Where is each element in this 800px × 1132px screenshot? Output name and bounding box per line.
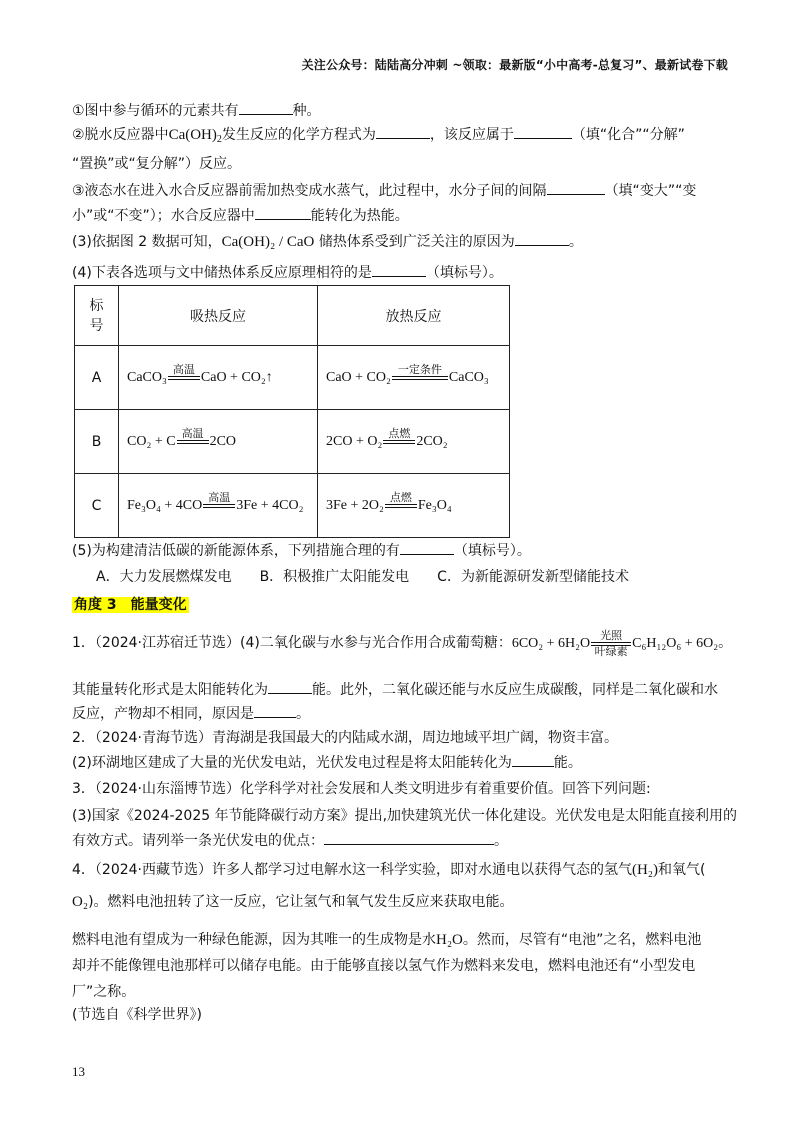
answer-blank[interactable] — [268, 681, 312, 694]
table-header-row — [75, 286, 510, 346]
table-row — [75, 474, 510, 538]
table-row — [75, 346, 510, 410]
endo-equation: CaCO₃ 高温 CaO + CO₂↑ — [119, 346, 318, 410]
s4-line-cont: O₂)。燃料电池扭转了这一反应，它让氢气和氧气发生反应来获取电能。 — [72, 894, 514, 910]
header-endo: 吸热反应 — [119, 286, 318, 346]
s4-para-line: 燃料电池有望成为一种绿色能源，因为其唯一的生成物是水H₂O。然而，尽管有“电池”之名，燃料电池 — [72, 932, 702, 948]
exo-equation: 2CO + O₂ 点燃 2CO₂ — [318, 410, 510, 474]
row-label: C — [75, 474, 119, 538]
q1-line: ①图中参与循环的元素共有 种。 — [72, 103, 321, 119]
q3-line-cont: 小”或“不变”）；水合反应器中 能转化为热能。 — [72, 208, 409, 224]
answer-blank[interactable] — [324, 832, 494, 845]
s1-line-cont2: 反应，产物却不相同，原因是 。 — [72, 706, 310, 722]
answer-blank[interactable] — [400, 542, 454, 555]
s2-line: 2．（2024·青海节选）青海湖是我国最大的内陆咸水湖，周边地域平坦广阔，物资丰富。 — [72, 730, 618, 746]
page-number: 13 — [72, 1064, 85, 1079]
answer-blank[interactable] — [514, 126, 572, 139]
answer-blank[interactable] — [515, 233, 569, 246]
reaction-table — [74, 285, 510, 538]
header-exo: 放热反应 — [318, 286, 510, 346]
answer-blank[interactable] — [372, 264, 426, 277]
p5-line: (5)为构建清洁低碳的新能源体系，下列措施合理的有 （填标号）。 — [72, 543, 531, 559]
answer-blank[interactable] — [547, 182, 605, 195]
exo-equation: CaO + CO₂ 一定条件 CaCO₃ — [318, 346, 510, 410]
p5-options: A．大力发展燃煤发电 B．积极推广太阳能发电 C．为新能源研发新型储能技术 — [96, 569, 629, 585]
page-header: 关注公众号：陆陆高分冲刺 ~领取：最新版“小中高考-总复习”、最新试卷下载 — [301, 58, 728, 72]
answer-blank[interactable] — [254, 705, 296, 718]
answer-blank[interactable] — [239, 102, 293, 115]
answer-blank[interactable] — [512, 754, 554, 767]
s4-source: (节选自《科学世界》) — [72, 1007, 202, 1023]
s4-para-line3: 厂”之称。 — [72, 984, 136, 1000]
s1-line: 1．（2024·江苏宿迁节选）(4)二氧化碳与水参与光合作用合成葡萄糖：6CO₂ + 6H₂O 光照 叶绿素 C₆H₁₂O₆ + 6O₂。 — [72, 629, 733, 658]
s2-line-cont: (2)环湖地区建成了大量的光伏发电站，光伏发电过程是将太阳能转化为 能。 — [72, 755, 582, 771]
header-label: 标号 — [75, 286, 119, 346]
row-label: B — [75, 410, 119, 474]
row-label: A — [75, 346, 119, 410]
answer-blank[interactable] — [376, 126, 430, 139]
endo-equation: CO₂ + C 高温 2CO — [119, 410, 318, 474]
q3-line: ③液态水在进入水合反应器前需加热变成水蒸气，此过程中，水分子间的间隔 （填“变大”“变 — [72, 183, 697, 199]
s4-line: 4．（2024·西藏节选）许多人都学习过电解水这一科学实验，即对水通电以获得气态的氢气(H₂)和氧气( — [72, 862, 706, 878]
p3-line: (3)依据图 2 数据可知，Ca(OH)₂ / CaO 储热体系受到广泛关注的原因为 。 — [72, 234, 583, 250]
s3-line-cont: (3)国家《2024-2025 年节能降碳行动方案》提出,加快建筑光伏一体化建设。光伏发电是太阳能直接利用的 — [72, 808, 738, 824]
s1-line-cont: 其能量转化形式是太阳能转化为 能。此外，二氧化碳还能与水反应生成碳酸，同样是二氧化碳和水 — [72, 682, 718, 698]
exo-equation: 3Fe + 2O₂ 点燃 Fe₃O₄ — [318, 474, 510, 538]
q2-line-cont: “置换”或“复分解”）反应。 — [72, 156, 242, 172]
s4-para-line2: 却并不能像锂电池那样可以储存电能。由于能够直接以氢气作为燃料来发电，燃料电池还有“小型发电 — [72, 958, 696, 974]
table-row — [75, 410, 510, 474]
endo-equation: Fe₃O₄ + 4CO 高温 3Fe + 4CO₂ — [119, 474, 318, 538]
q2-line: ②脱水反应器中$Ca(OH)_2$发生反应的化学方程式为 ，该反应属于 （填“化合”“分解” — [72, 127, 685, 145]
section-heading: 角度 3 能量变化 — [74, 597, 187, 613]
s3-line-cont2: 有效方式。请列举一条光伏发电的优点： 。 — [72, 833, 508, 849]
answer-blank[interactable] — [255, 207, 311, 220]
p4-line: (4)下表各选项与文中储热体系反应原理相符的是 （填标号）。 — [72, 265, 503, 281]
s3-line: 3．（2024·山东淄博节选）化学科学对社会发展和人类文明进步有着重要价值。回答下列问题: — [72, 781, 651, 797]
